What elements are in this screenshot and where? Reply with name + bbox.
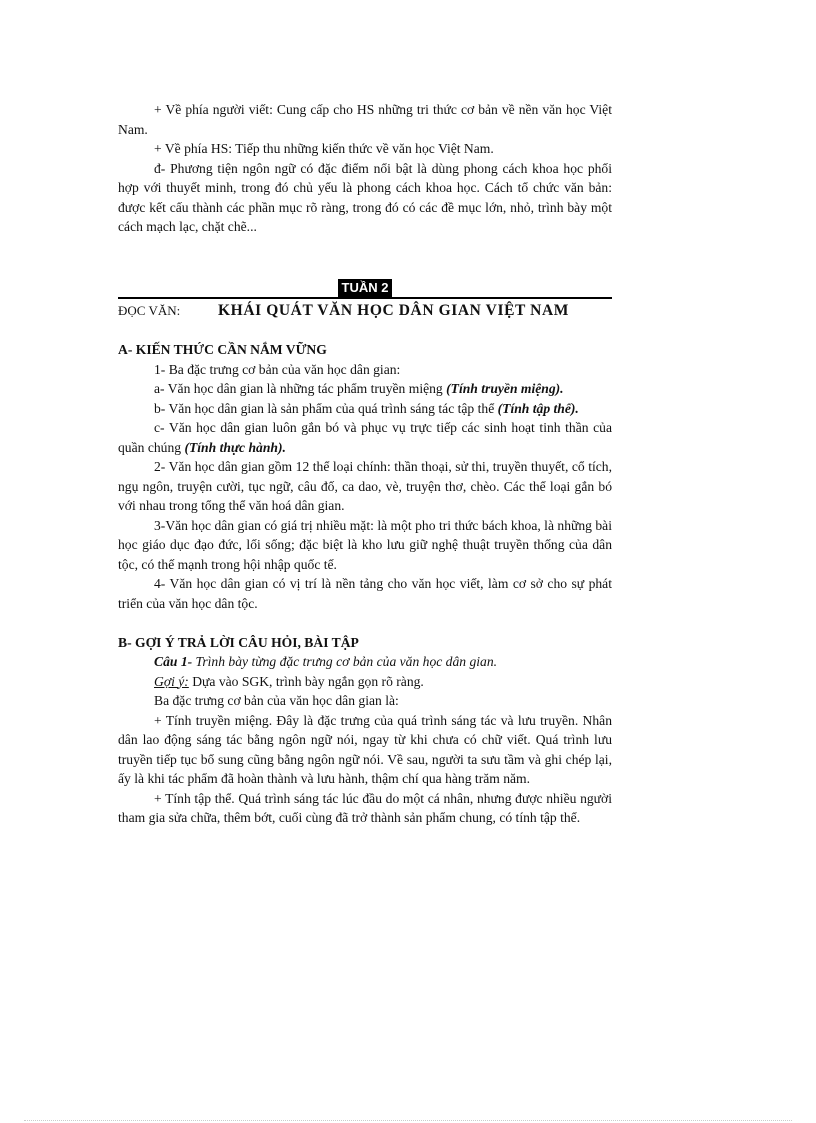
section-label: ĐỌC VĂN: xyxy=(118,303,181,318)
document-page xyxy=(118,100,612,828)
question-1-label: Câu 1- xyxy=(154,654,193,669)
part-a-item-b: b- Văn học dân gian là sản phẩm của quá trình sáng tác tập thể (Tính tập thể). xyxy=(154,400,579,416)
week-label: TUẦN 2 xyxy=(338,279,393,297)
part-a-item-c-note: (Tính thực hành). xyxy=(184,439,286,455)
hint-label: Gợi ý: xyxy=(154,673,189,689)
hint-text: Dựa vào SGK, trình bày ngắn gọn rõ ràng. xyxy=(188,673,424,689)
answer-paragraph-2: + Tính tập thể. Quá trình sáng tác lúc đầu do một cá nhân, nhưng được nhiều người tham gia sửa chữa, thêm bớt, cuối cùng đã trở thành sản phẩm chung, có tính tập thể. xyxy=(118,790,612,825)
intro-paragraph-2: + Về phía HS: Tiếp thu những kiến thức về văn học Việt Nam. xyxy=(154,141,494,156)
part-a-item-c: c- Văn học dân gian luôn gắn bó và phục vụ trực tiếp các sinh hoạt tinh thần của quần chúng (Tính thực hành). xyxy=(118,420,612,455)
intro-paragraph-3: đ- Phương tiện ngôn ngữ có đặc điểm nổi bật là dùng phong cách khoa học phối hợp với thuyết minh, trong đó chủ yếu là phong cách khoa học. Cách tổ chức văn bản: được kết cấu thành các phần mục rõ ràng, trong đó có các đề mục lớn, nhỏ, trình bày một cách mạch lạc, chặt chẽ... xyxy=(118,160,612,234)
part-b-heading: B- GỢI Ý TRẢ LỜI CÂU HỎI, BÀI TẬP xyxy=(118,634,359,650)
hint xyxy=(118,672,612,692)
section-heading xyxy=(118,301,612,321)
answer-intro: Ba đặc trưng cơ bản của văn học dân gian là: xyxy=(154,693,399,708)
question-1 xyxy=(118,652,612,672)
section-title: KHÁI QUÁT VĂN HỌC DÂN GIAN VIỆT NAM xyxy=(218,302,569,319)
question-1-text: Trình bày từng đặc trưng cơ bản của văn học dân gian. xyxy=(192,654,498,669)
part-a-item-b-note: (Tính tập thể). xyxy=(497,400,579,416)
part-a-item-2: 2- Văn học dân gian gồm 12 thể loại chính: thần thoại, sử thi, truyền thuyết, cổ tích, ngụ ngôn, truyện cười, tục ngữ, câu đố, ca dao, vè, truyện thơ, chèo. Các thể loại gắn bó với nhau trong tổng thể văn hoá dân gian. xyxy=(118,459,612,513)
part-a-item-3: 3-Văn học dân gian có giá trị nhiều mặt: là một pho tri thức bách khoa, là những bài học giáo dục đạo đức, lối sống; đặc biệt là kho lưu giữ nghệ thuật truyền thống của dân tộc, có thế mạnh trong hội nhập quốc tế. xyxy=(118,517,612,572)
part-a-item-1: 1- Ba đặc trưng cơ bản của văn học dân gian: xyxy=(154,361,401,377)
heading-rule xyxy=(118,297,612,299)
page-bottom-border xyxy=(24,1120,792,1121)
part-a-heading: A- KIẾN THỨC CẦN NẮM VỮNG xyxy=(118,342,327,357)
part-a-item-4: 4- Văn học dân gian có vị trí là nền tảng cho văn học viết, làm cơ sở cho sự phát triển của văn học dân tộc. xyxy=(118,576,612,611)
intro-paragraph-1: + Về phía người viết: Cung cấp cho HS những tri thức cơ bản về nền văn học Việt Nam. xyxy=(118,102,612,137)
answer-paragraph-1: + Tính truyền miệng. Đây là đặc trưng của quá trình sáng tác và lưu truyền. Nhân dân lao động sáng tác bằng ngôn ngữ nói, ngay từ khi chưa có chữ viết. Quá trình lưu truyền tiếp tục bổ sung cũng bằng ngôn ngữ nói. Về sau, người ta sưu tầm và ghi chép lại, ấy là khi tác phẩm đã hoàn thành và lưu hành, thậm chí qua hàng trăm năm. xyxy=(118,712,612,786)
part-a-item-a-note: (Tính truyền miệng). xyxy=(446,381,564,396)
part-a-item-a: a- Văn học dân gian là những tác phẩm truyền miệng (Tính truyền miệng). xyxy=(154,381,564,396)
week-heading-wrap xyxy=(118,278,612,298)
